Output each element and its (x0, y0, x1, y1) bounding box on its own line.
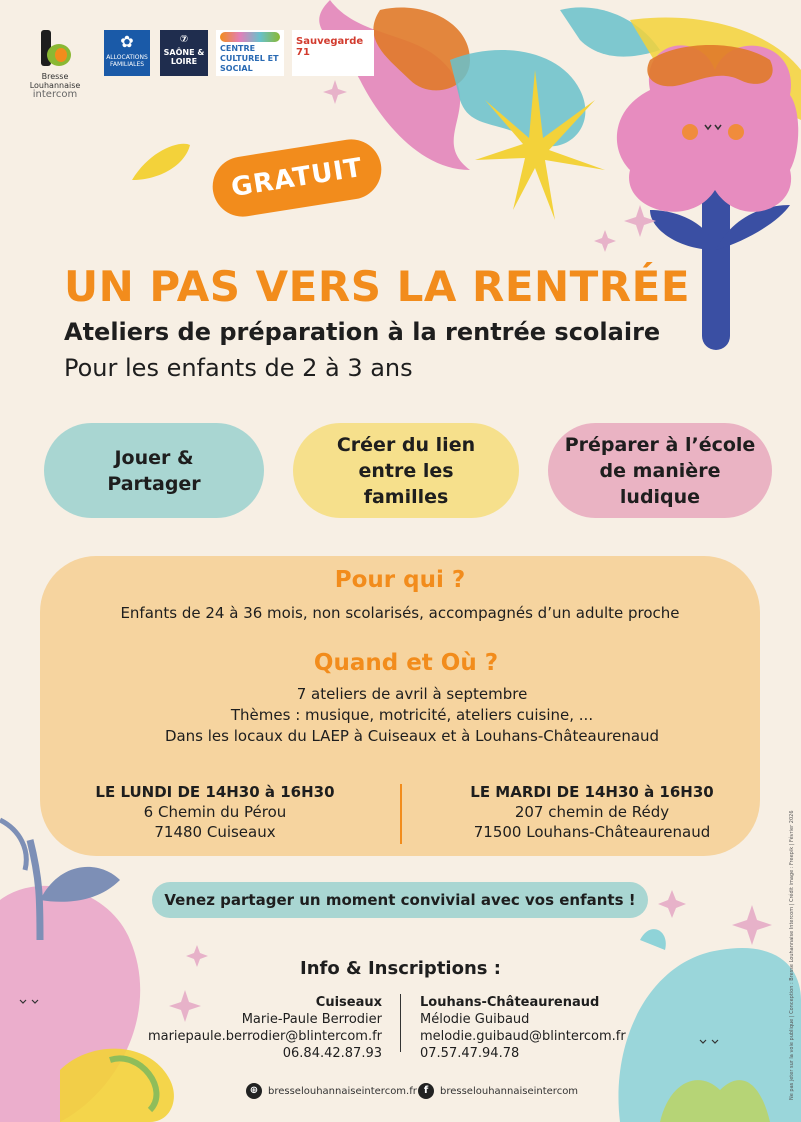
quand-line-2: Thèmes : musique, motricité, ateliers cuisine, ... (230, 706, 594, 724)
bresse-logo-subtext: intercom (32, 89, 78, 100)
pill-family-bond (293, 423, 519, 518)
contact-divider (400, 994, 401, 1052)
credit-line: Ne pas jeter sur la voie publique | Conception : Bresse Louhannaise Intercom | Crédit image : Freepik | Février 2026 (789, 810, 795, 1100)
pill-play-share-label: Jouer & Partager (107, 446, 201, 495)
pill-family-bond-label: Créer du lien entre les familles (336, 433, 476, 508)
pill-prepare-school (548, 423, 772, 518)
pour-qui-text: Enfants de 24 à 36 mois, non scolarisés, accompagnés d’un adulte proche (120, 604, 680, 622)
bresse-logo-text: Bresse Louhannaise (29, 72, 81, 90)
centre-logo-text: CENTRE CULTUREL ET SOCIAL (220, 44, 279, 73)
session-divider (400, 784, 402, 844)
footer-website[interactable] (246, 1083, 417, 1099)
session-monday (90, 782, 340, 842)
quand-line-1: 7 ateliers de avril à septembre (296, 685, 528, 703)
saone-et-loire-logo: ⑦ SAÔNE & LOIRE (160, 30, 208, 76)
session-monday-street: 6 Chemin du Pérou (143, 803, 287, 821)
sauvegarde-logo-text: Sauvegarde 71 (296, 36, 364, 58)
contact-cuiseaux (120, 994, 382, 1062)
contact-louhans-phone[interactable]: 07.57.47.94.78 (420, 1046, 520, 1061)
session-tuesday (452, 782, 732, 842)
caf-logo: ✿ ALLOCATIONS FAMILIALES (104, 30, 150, 76)
heading-quand-ou: Quand et Où ? (313, 650, 499, 676)
quand-line-3: Dans les locaux du LAEP à Cuiseaux et à Louhans-Châteaurenaud (164, 727, 660, 745)
contact-cuiseaux-place: Cuiseaux (315, 995, 382, 1010)
leaf-icon (132, 144, 190, 180)
footer-facebook-text: bresselouhannaiseintercom (440, 1085, 579, 1097)
subtitle-workshops: Ateliers de préparation à la rentrée scolaire (64, 318, 661, 346)
heading-pour-qui: Pour qui ? (334, 567, 466, 593)
session-monday-city: 71480 Cuiseaux (154, 823, 276, 841)
contact-cuiseaux-phone[interactable]: 06.84.42.87.93 (282, 1046, 382, 1061)
convivial-banner: Venez partager un moment convivial avec vos enfants ! (152, 882, 648, 918)
info-title: Info & Inscriptions : (300, 958, 501, 979)
footer-facebook[interactable] (418, 1083, 578, 1099)
contact-cuiseaux-email[interactable]: mariepaule.berrodier@blintercom.fr (147, 1029, 382, 1044)
sauvegarde-logo (292, 30, 374, 76)
contact-louhans-place: Louhans-Châteaurenaud (420, 995, 600, 1010)
pill-play-share (44, 423, 264, 518)
pill-prepare-school-label: Préparer à l’école de manière ludique (564, 433, 756, 508)
session-tuesday-street: 207 chemin de Rédy (514, 803, 670, 821)
contact-louhans-email[interactable]: melodie.guibaud@blintercom.fr (420, 1029, 626, 1044)
session-tuesday-time: LE MARDI DE 14H30 à 16H30 (470, 783, 714, 801)
globe-icon: ⊕ (246, 1083, 262, 1099)
centre-culturel-logo (216, 30, 284, 76)
subtitle-age: Pour les enfants de 2 à 3 ans (64, 354, 413, 382)
footer-website-text: bresselouhannaiseintercom.fr (268, 1085, 417, 1097)
bresse-louhannaise-logo (22, 26, 88, 100)
saone-logo-text: SAÔNE & LOIRE (163, 48, 205, 66)
page-title: UN PAS VERS LA RENTRÉE (64, 262, 691, 311)
contact-louhans-name: Mélodie Guibaud (420, 1012, 530, 1027)
session-monday-time: LE LUNDI DE 14H30 à 16H30 (95, 783, 335, 801)
contact-louhans (420, 994, 680, 1062)
session-tuesday-city: 71500 Louhans-Châteaurenaud (473, 823, 711, 841)
facebook-icon: f (418, 1083, 434, 1099)
free-badge: GRATUIT (208, 135, 385, 221)
caf-logo-text: ALLOCATIONS FAMILIALES (106, 54, 148, 68)
contact-cuiseaux-name: Marie-Paule Berrodier (241, 1012, 382, 1027)
